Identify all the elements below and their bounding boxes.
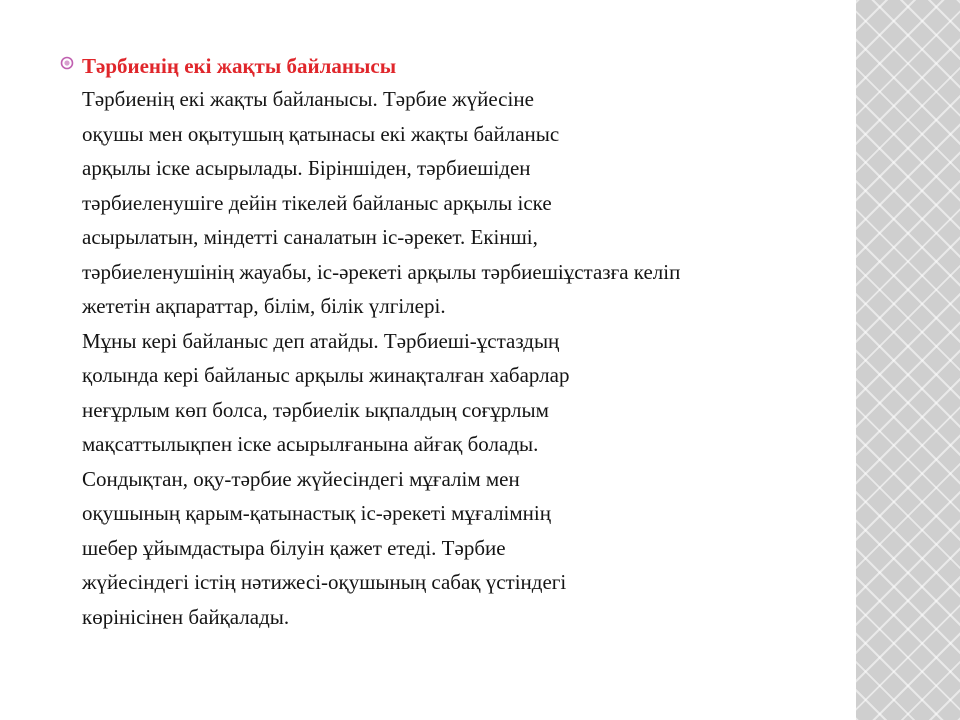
body-line: Сондықтан, оқу-тәрбие жүйесіндегі мұғалім мен [82, 466, 520, 491]
body-line: тәрбиеленушіге дейін тікелей байланыс арқылы іске [82, 190, 552, 215]
body-line: Мұны кері байланыс деп атайды. Тәрбиеші-ұстаздың [82, 328, 560, 353]
slide-heading: Тәрбиенің екі жақты байланысы [82, 54, 397, 78]
body-line: асырылатын, міндетті саналатын іс-әрекет. Екінші, [82, 225, 538, 249]
body-line: тәрбиеленушінің жауабы, іс-әрекеті арқылы тәрбиешіұстазға келіп [82, 259, 681, 284]
decorative-side-pattern [856, 0, 960, 720]
slide-content [60, 50, 860, 634]
body-line: Тәрбиенің екі жақты байланысы. Тәрбие жүйесіне [82, 87, 534, 111]
body-line: оқушы мен оқытушың қатынасы екі жақты байланыс [82, 121, 560, 146]
body-line: неғұрлым көп болса, тәрбиелік ықпалдың соғұрлым [82, 397, 549, 422]
body-line: жүйесіндегі істің нәтижесі-оқушының сабақ үстіндегі [82, 570, 567, 594]
circle-bullet-icon [60, 56, 74, 70]
bullet-text-block [82, 50, 860, 634]
body-line: оқушының қарым-қатынастық іс-әрекеті мұғалімнің [82, 501, 551, 525]
body-line: арқылы іске асырылады. Біріншіден, тәрбиешіден [82, 156, 531, 180]
body-line: жететін ақпараттар, білім, білік үлгілері. [82, 294, 446, 318]
slide-body [82, 82, 860, 634]
body-line: қолында кері байланыс арқылы жинақталған хабарлар [82, 363, 570, 387]
body-line: көрінісінен байқалады. [82, 604, 290, 629]
body-line: мақсаттылықпен іске асырылғанына айғақ болады. [82, 432, 539, 456]
body-line: шебер ұйымдастыра білуін қажет етеді. Тәрбие [82, 535, 506, 560]
